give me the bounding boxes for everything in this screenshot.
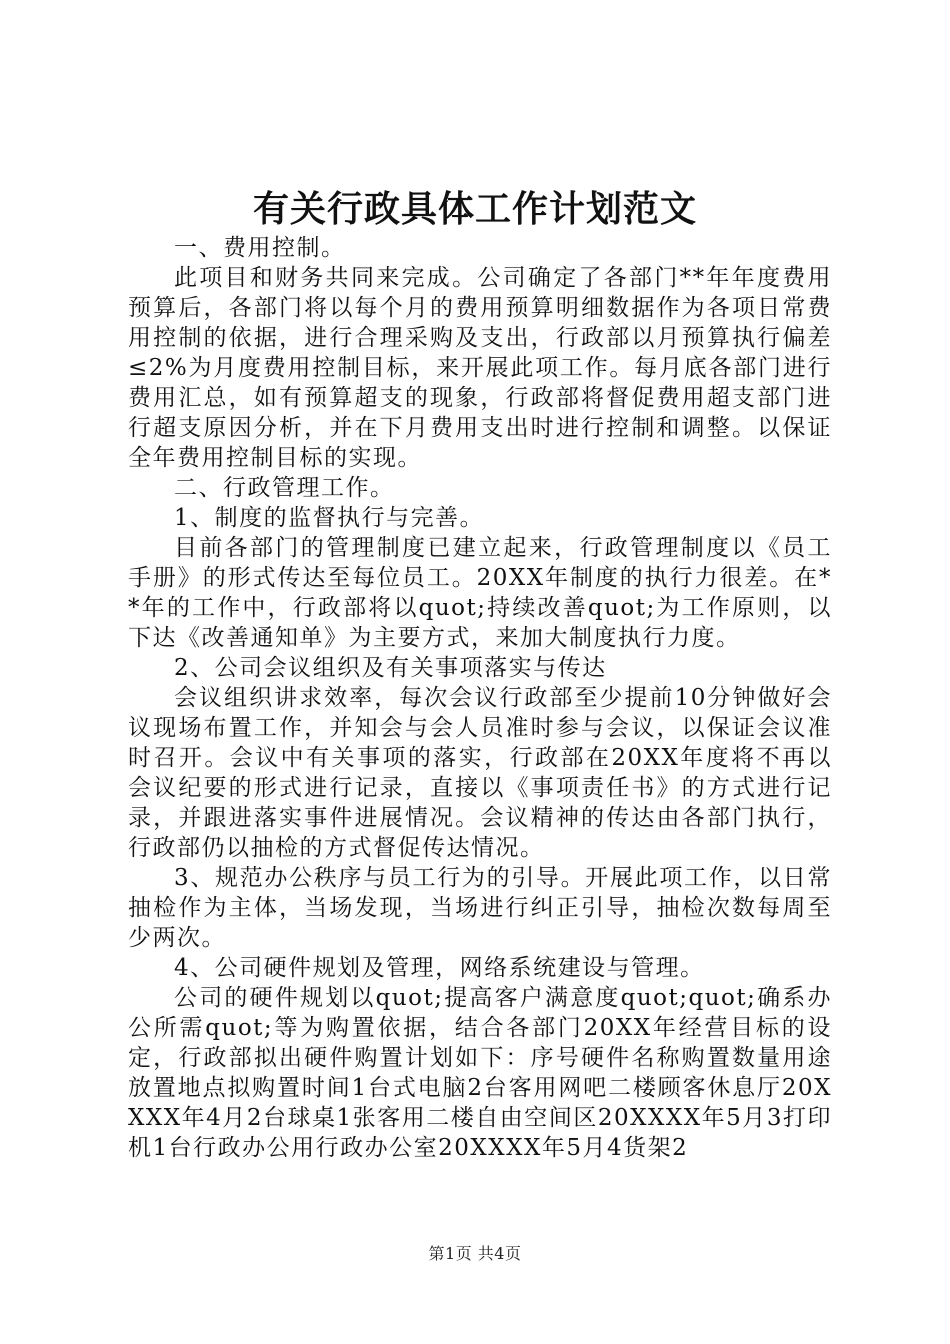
subheading-system-supervision: 1、制度的监督执行与完善。 <box>174 505 485 531</box>
section-heading-admin-management: 二、行政管理工作。 <box>174 475 395 501</box>
subheading-meeting-organization: 2、公司会议组织及有关事项落实与传达 <box>174 655 607 681</box>
section-heading-expense-control: 一、费用控制。 <box>174 235 346 261</box>
paragraph-meeting-organization: 会议组织讲求效率，每次会议行政部至少提前10分钟做好会议现场布置工作，并知会与会人员准时参与会议，以保证会议准时召开。会议中有关事项的落实，行政部在20XX年度将不再以会议纪要的形式进行记录，直接以《事项责任书》的方式进行记录，并跟进落实事件进展情况。会议精神的传达由各部门执行，行政部仍以抽检的方式督促传达情况。 <box>128 685 832 861</box>
document-title: 有关行政具体工作计划范文 <box>252 188 697 230</box>
paragraph-system-supervision: 目前各部门的管理制度已建立起来，行政管理制度以《员工手册》的形式传达至每位员工。20XX年制度的执行力很差。在**年的工作中，行政部将以quot;持续改善quot;为工作原则，以下达《改善通知单》为主要方式，来加大制度执行力度。 <box>128 535 832 651</box>
subheading-hardware-planning: 4、公司硬件规划及管理，网络系统建设与管理。 <box>174 955 705 981</box>
document-body <box>128 233 832 1163</box>
page-number-footer: 第1页 共4页 <box>428 1244 522 1263</box>
paragraph-hardware-planning: 公司的硬件规划以quot;提高客户满意度quot;quot;确系办公所需quot;等为购置依据，结合各部门20XX年经营目标的设定，行政部拟出硬件购置计划如下：序号硬件名称购置数量用途放置地点拟购置时间1台式电脑2台客用网吧二楼顾客休息厅20XXXX年4月2台球桌1张客用二楼自由空间区20XXXX年5月3打印机1台行政办公用行政办公室20XXXX年5月4货架2 <box>128 985 832 1161</box>
paragraph-expense-control: 此项目和财务共同来完成。公司确定了各部门**年年度费用预算后，各部门将以每个月的费用预算明细数据作为各项日常费用控制的依据，进行合理采购及支出，行政部以月预算执行偏差≤2%为月度费用控制目标，来开展此项工作。每月底各部门进行费用汇总，如有预算超支的现象，行政部将督促费用超支部门进行超支原因分析，并在下月费用支出时进行控制和调整。以保证全年费用控制目标的实现。 <box>128 265 832 471</box>
paragraph-office-order: 3、规范办公秩序与员工行为的引导。开展此项工作，以日常抽检作为主体，当场发现，当场进行纠正引导，抽检次数每周至少两次。 <box>128 865 832 951</box>
